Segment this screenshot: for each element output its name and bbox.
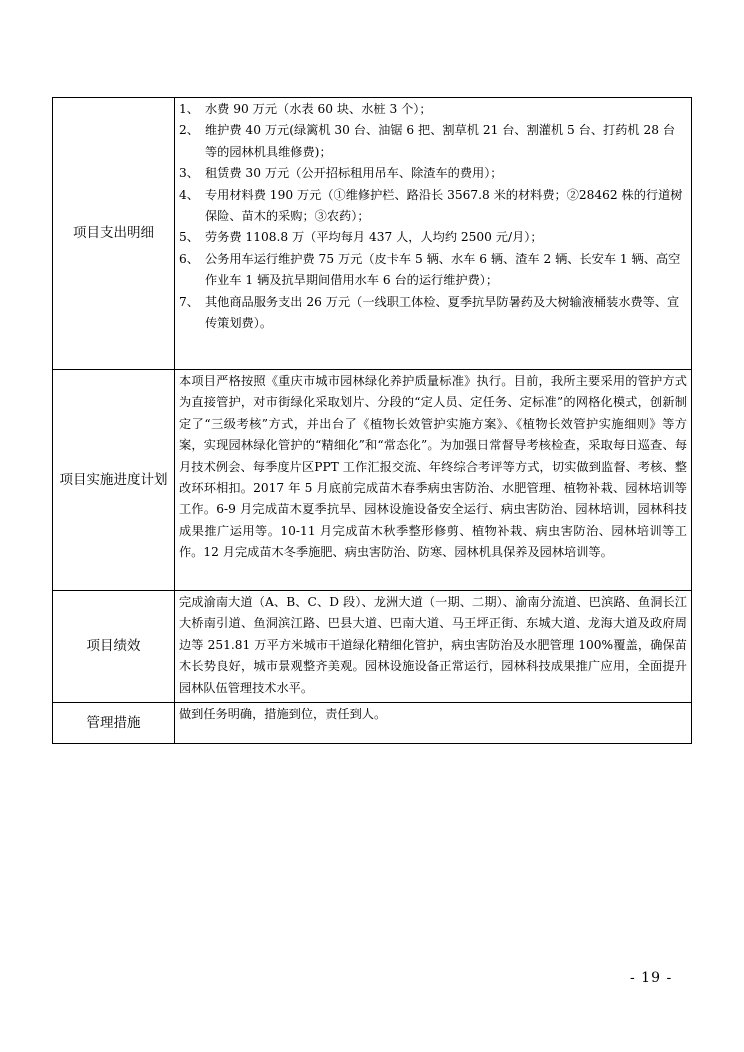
list-item-number: 7、 <box>179 294 199 309</box>
list-item-number: 2、 <box>179 123 199 138</box>
list-item-text: 其他商品服务支出 26 万元（一线职工体检、夏季抗旱防暑药及大树输液桶装水费等、宣传策划费）。 <box>205 294 680 331</box>
list-item-text: 公务用车运行维护费 75 万元（皮卡车 5 辆、水车 6 辆、渣车 2 辆、长安车 1 辆、高空作业车 1 辆及抗旱期间借用水车 6 台的运行维护费）； <box>205 251 681 288</box>
page-number: - 19 - <box>630 970 673 986</box>
table-row-measures <box>53 703 692 744</box>
list-item-text: 专用材料费 190 万元（①维修护栏、路沿长 3567.8 米的材料费；②28462 株的行道树保险、苗木的采购；③农药）； <box>205 187 683 224</box>
list-item-text: 水费 90 万元（水表 60 块、水桩 3 个）； <box>205 102 432 116</box>
list-item-number: 3、 <box>179 166 199 181</box>
list-item-number: 5、 <box>179 230 199 245</box>
performance-text: 完成渝南大道（A、B、C、D 段）、龙洲大道（一期、二期）、渝南分流道、巴滨路、鱼洞长江大桥南引道、鱼洞滨江路、巴县大道、巴南大道、马王坪正街、东城大道、龙海大道及政府周边等 251.81 万平方米城市干道绿化精细化管护，病虫害防治及水肥管理 100%覆盖，确保苗木长势良好，城市景观整齐美观。园林设施设备正常运行，园林科技成果推广应用，全面提升园林队伍管理技术水平。 <box>175 591 692 703</box>
list-item-number: 1、 <box>179 102 199 116</box>
table-row-performance <box>53 591 692 703</box>
row-label-progress: 项目实施进度计划 <box>53 370 175 591</box>
list-item <box>179 227 687 248</box>
list-item <box>179 249 687 292</box>
list-item <box>179 99 687 120</box>
list-item-text: 租赁费 30 万元（公开招标租用吊车、除渣车的费用）； <box>205 166 503 181</box>
list-item <box>179 120 687 163</box>
list-item <box>179 163 687 184</box>
progress-plan-text: 本项目严格按照《重庆市城市园林绿化养护质量标准》执行。目前，我所主要采用的管护方式为直接管护，对市街绿化采取划片、分段的“定人员、定任务、定标准”的网格化模式，创新制定了“三级考核”方式，并出台了《植物长效管护实施方案》、《植物长效管护实施细则》等方案，实现园林绿化管护的“精细化”和“常态化”。为加强日常督导考核检查，采取每日巡查、每月技术例会、每季度片区PPT 工作汇报交流、年终综合考评等方式，切实做到监督、考核、整改环环相扣。2017 年 5 月底前完成苗木春季病虫害防治、水肥管理、植物补栽、园林培训等工作。6-9 月完成苗木夏季抗旱、园林设施设备安全运行、病虫害防治、园林培训，园林科技成果推广运用等。10-11 月完成苗木秋季整形修剪、植物补栽、病虫害防治、园林培训等工作。12 月完成苗木冬季施肥、病虫害防治、防寒、园林机具保养及园林培训等。 <box>175 370 692 591</box>
table-row-progress <box>53 370 692 591</box>
row-label-expenditure: 项目支出明细 <box>53 98 175 370</box>
list-item <box>179 292 687 335</box>
list-item-number: 4、 <box>179 187 199 202</box>
list-item-number: 6、 <box>179 251 199 266</box>
project-table <box>52 97 692 744</box>
row-label-measures: 管理措施 <box>53 703 175 744</box>
measures-text: 做到任务明确，措施到位，责任到人。 <box>175 703 692 744</box>
expenditure-list <box>175 98 692 370</box>
list-item-text: 劳务费 1108.8 万（平均每月 437 人，人均约 2500 元/月）； <box>205 230 543 245</box>
row-label-performance: 项目绩效 <box>53 591 175 703</box>
list-item <box>179 185 687 228</box>
list-item-text: 维护费 40 万元(绿篱机 30 台、油锯 6 把、割草机 21 台、割灌机 5 台、打药机 28 台等的园林机具维修费)； <box>205 123 676 159</box>
table-row-expenditure <box>53 98 692 370</box>
